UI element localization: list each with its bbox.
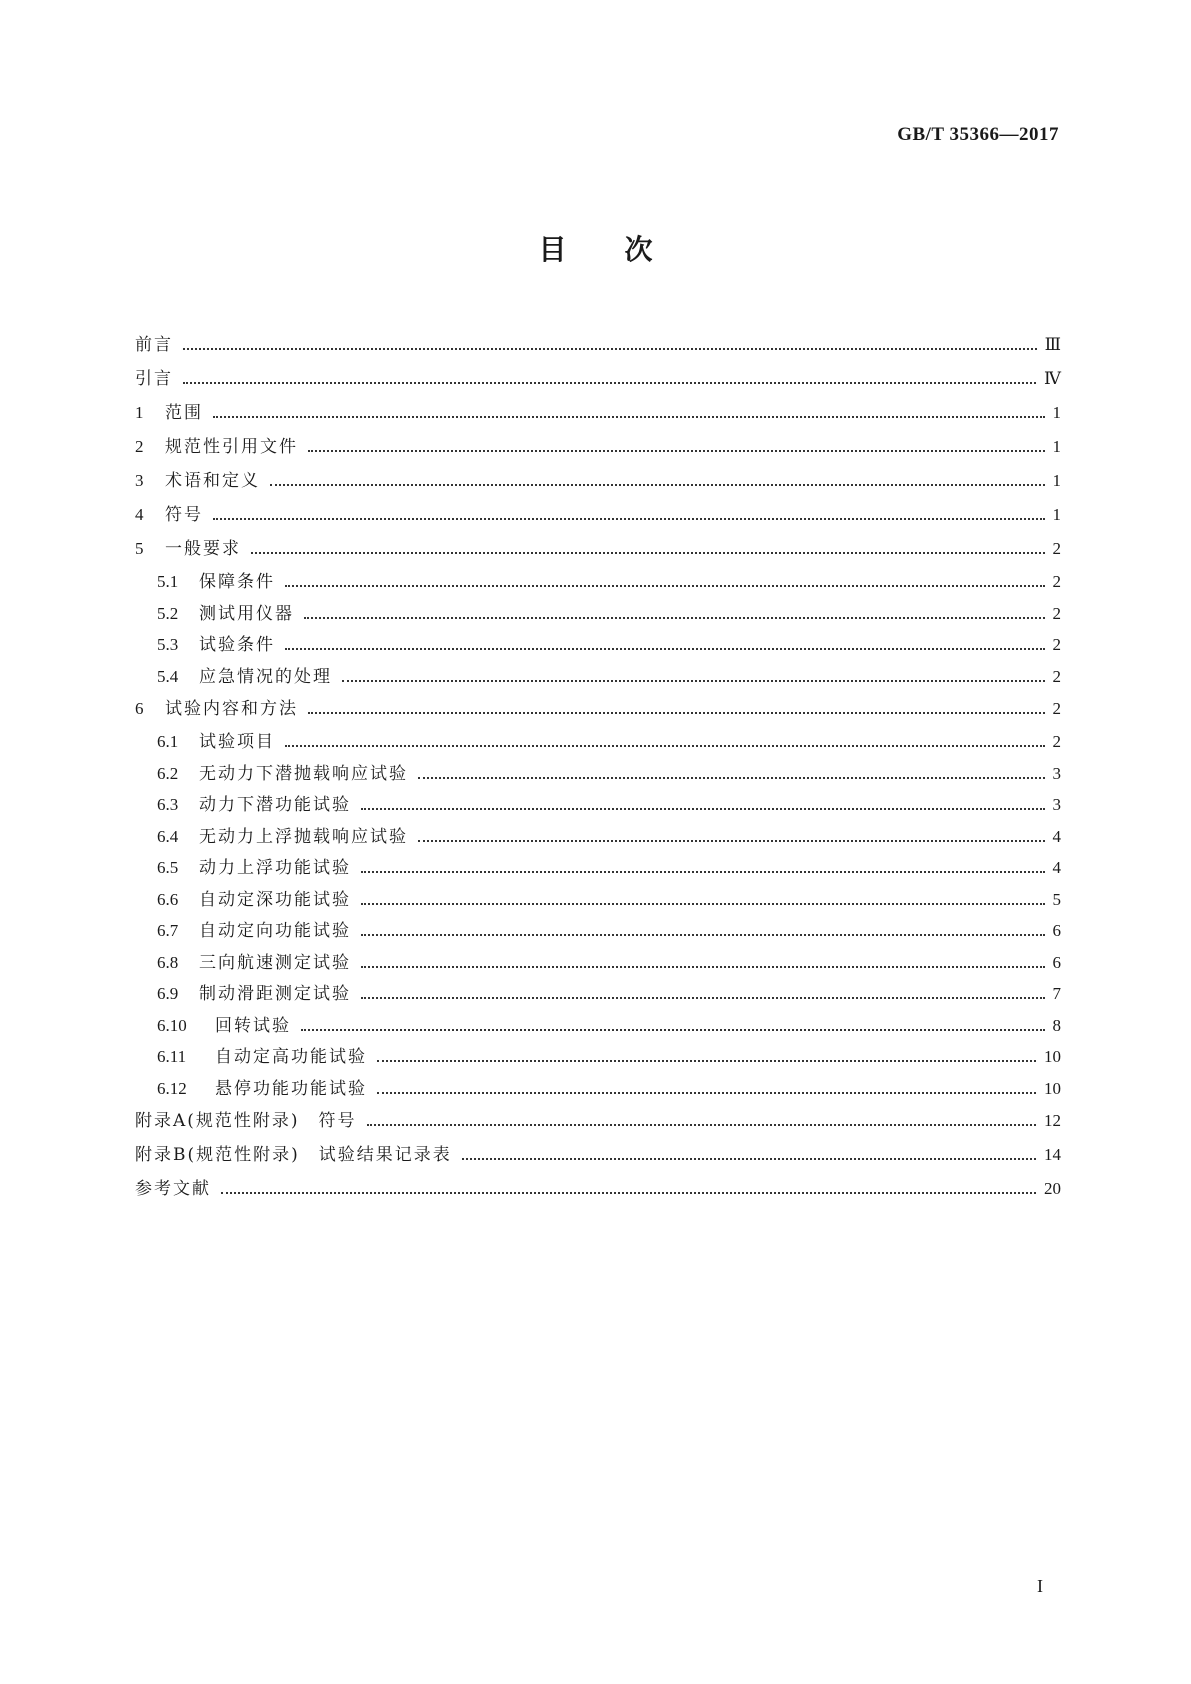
dot-leader (361, 966, 1045, 968)
toc-entry-label: 保障条件 (199, 572, 275, 592)
toc-entry[interactable] (135, 947, 1061, 979)
dot-leader (285, 648, 1045, 650)
toc-entry-page: 2 (1052, 603, 1061, 623)
toc-entry[interactable] (135, 978, 1061, 1010)
toc-entry-number: 1 (135, 403, 144, 422)
dot-leader (361, 903, 1045, 905)
toc-entry-label: 前言 (135, 335, 173, 355)
toc-entry-page: 2 (1052, 572, 1061, 591)
toc-entry-label: 试验条件 (199, 635, 275, 655)
toc-entry-label: 三向航速测定试验 (199, 952, 351, 973)
dot-leader (251, 552, 1045, 554)
dot-leader (361, 871, 1045, 873)
toc-entry[interactable] (135, 661, 1061, 693)
toc-entry-number: 2 (135, 437, 144, 456)
toc-entry-label: 符号 (165, 505, 203, 525)
toc-entry[interactable] (135, 915, 1061, 947)
toc-entry-number: 6 (135, 699, 144, 718)
toc-entry-page: 10 (1044, 1078, 1061, 1098)
dot-leader (308, 450, 1045, 452)
toc-entry-number: 5 (135, 539, 144, 558)
toc-entry[interactable] (135, 1073, 1061, 1105)
dot-leader (361, 808, 1045, 810)
dot-leader (361, 997, 1045, 999)
dot-leader (301, 1029, 1045, 1031)
toc-entry-page: 12 (1044, 1111, 1061, 1130)
toc-entry[interactable] (135, 532, 1061, 566)
toc-entry-page: 4 (1052, 858, 1061, 877)
toc-entry-page: 2 (1052, 699, 1061, 718)
dot-leader (367, 1124, 1036, 1126)
dot-leader (377, 1060, 1036, 1062)
toc-entry[interactable] (135, 692, 1061, 726)
toc-entry-number: 6.3 (157, 795, 179, 814)
toc-entry-label: 无动力上浮抛载响应试验 (199, 826, 408, 847)
toc-entry-label: 参考文献 (135, 1179, 211, 1199)
toc-entry-page: 4 (1052, 826, 1061, 846)
toc-entry-page: 6 (1052, 952, 1061, 972)
toc-entry[interactable] (135, 328, 1061, 362)
toc-entry-label: 范围 (165, 403, 203, 423)
dot-leader (308, 712, 1045, 714)
toc-entry-label: 回转试验 (215, 1015, 291, 1036)
dot-leader (285, 745, 1045, 747)
toc-entry[interactable] (135, 362, 1061, 396)
toc-entry-label: 附录B(规范性附录) 试验结果记录表 (135, 1145, 452, 1165)
toc-entry-number: 6.5 (157, 858, 179, 877)
dot-leader (285, 585, 1045, 587)
toc-entry-label: 无动力下潜抛载响应试验 (199, 763, 408, 784)
dot-leader (213, 518, 1045, 520)
toc-entry[interactable] (135, 430, 1061, 464)
toc-entry[interactable] (135, 852, 1061, 884)
toc-entry-number: 6.4 (157, 826, 179, 846)
toc-entry-number: 5.1 (157, 572, 179, 591)
dot-leader (418, 840, 1045, 842)
toc-entry-label: 应急情况的处理 (199, 666, 332, 687)
toc-entry-label: 规范性引用文件 (165, 437, 298, 457)
dot-leader (418, 777, 1045, 779)
toc-entry[interactable] (135, 1138, 1061, 1172)
toc-entry-page: Ⅲ (1044, 335, 1061, 354)
toc-entry[interactable] (135, 884, 1061, 916)
toc-entry-page: 2 (1052, 635, 1061, 654)
toc-entry-page: 8 (1052, 1015, 1061, 1035)
standard-number: GB/T 35366—2017 (897, 124, 1059, 145)
toc-entry-label: 自动定向功能试验 (199, 921, 351, 941)
toc-entry[interactable] (135, 758, 1061, 790)
toc-entry-number: 6.8 (157, 952, 179, 972)
dot-leader (221, 1192, 1036, 1194)
toc-entry-label: 引言 (135, 369, 173, 389)
dot-leader (213, 416, 1045, 418)
toc-entry-number: 6.6 (157, 889, 179, 909)
toc-entry[interactable] (135, 598, 1061, 630)
dot-leader (342, 680, 1045, 682)
toc-entry-number: 6.9 (157, 984, 179, 1003)
dot-leader (183, 382, 1036, 384)
toc-entry-label: 自动定高功能试验 (215, 1047, 367, 1067)
toc-entry-label: 一般要求 (165, 539, 241, 559)
toc-entry-page: 7 (1052, 984, 1061, 1003)
toc-entry-number: 6.2 (157, 763, 179, 783)
page-title: 目次 (538, 233, 711, 266)
toc-entry-page: 2 (1052, 539, 1061, 558)
toc-entry-page: 14 (1044, 1145, 1061, 1164)
toc-entry-label: 术语和定义 (165, 471, 260, 491)
toc-entry-label: 试验内容和方法 (165, 699, 298, 719)
toc-entry[interactable] (135, 1010, 1061, 1042)
toc-entry-label: 悬停功能功能试验 (215, 1078, 367, 1099)
toc-entry-number: 6.10 (157, 1015, 187, 1035)
toc-entry-number: 6.1 (157, 732, 179, 751)
dot-leader (304, 617, 1045, 619)
toc-entry-number: 5.4 (157, 666, 179, 686)
toc-entry-page: 3 (1052, 763, 1061, 783)
toc-entry[interactable] (135, 1172, 1061, 1206)
dot-leader (377, 1092, 1036, 1094)
toc-entry[interactable] (135, 464, 1061, 498)
toc-entry-page: 1 (1052, 471, 1061, 490)
toc-entry-page: 2 (1052, 666, 1061, 686)
dot-leader (462, 1158, 1036, 1160)
toc-entry[interactable] (135, 396, 1061, 430)
toc-entry-number: 4 (135, 505, 144, 524)
toc-entry[interactable] (135, 821, 1061, 853)
toc-entry-page: 2 (1052, 732, 1061, 751)
toc-entry-number: 5.2 (157, 603, 179, 623)
toc-entry[interactable] (135, 1104, 1061, 1138)
toc-entry-page: 20 (1044, 1179, 1061, 1198)
toc-entry-label: 附录A(规范性附录) 符号 (135, 1111, 357, 1131)
toc-entry[interactable] (135, 498, 1061, 532)
toc-entry-label: 动力上浮功能试验 (199, 858, 351, 878)
toc-entry-label: 动力下潜功能试验 (199, 795, 351, 815)
toc-entry-page: 1 (1052, 505, 1061, 524)
table-of-contents (135, 328, 1061, 1206)
dot-leader (270, 484, 1045, 486)
toc-entry-page: 3 (1052, 795, 1061, 814)
toc-entry-page: 10 (1044, 1047, 1061, 1066)
toc-entry-label: 试验项目 (199, 732, 275, 752)
toc-entry-page: 5 (1052, 889, 1061, 909)
toc-entry[interactable] (135, 566, 1061, 598)
toc-entry-label: 测试用仪器 (199, 603, 294, 624)
toc-entry-label: 自动定深功能试验 (199, 889, 351, 910)
toc-entry-page: 1 (1052, 403, 1061, 422)
toc-entry-page: Ⅳ (1044, 369, 1061, 388)
toc-entry-number: 6.7 (157, 921, 179, 940)
toc-entry-page: 1 (1052, 437, 1061, 456)
page-number: I (1037, 1576, 1043, 1596)
dot-leader (183, 348, 1037, 350)
toc-entry-number: 6.11 (157, 1047, 187, 1066)
dot-leader (361, 934, 1045, 936)
toc-entry[interactable] (135, 1041, 1061, 1073)
toc-entry-number: 6.12 (157, 1078, 187, 1098)
toc-entry[interactable] (135, 726, 1061, 758)
toc-entry-number: 5.3 (157, 635, 179, 654)
toc-entry[interactable] (135, 629, 1061, 661)
toc-entry-label: 制动滑距测定试验 (199, 984, 351, 1004)
toc-entry-page: 6 (1052, 921, 1061, 940)
toc-entry[interactable] (135, 789, 1061, 821)
toc-entry-number: 3 (135, 471, 144, 490)
